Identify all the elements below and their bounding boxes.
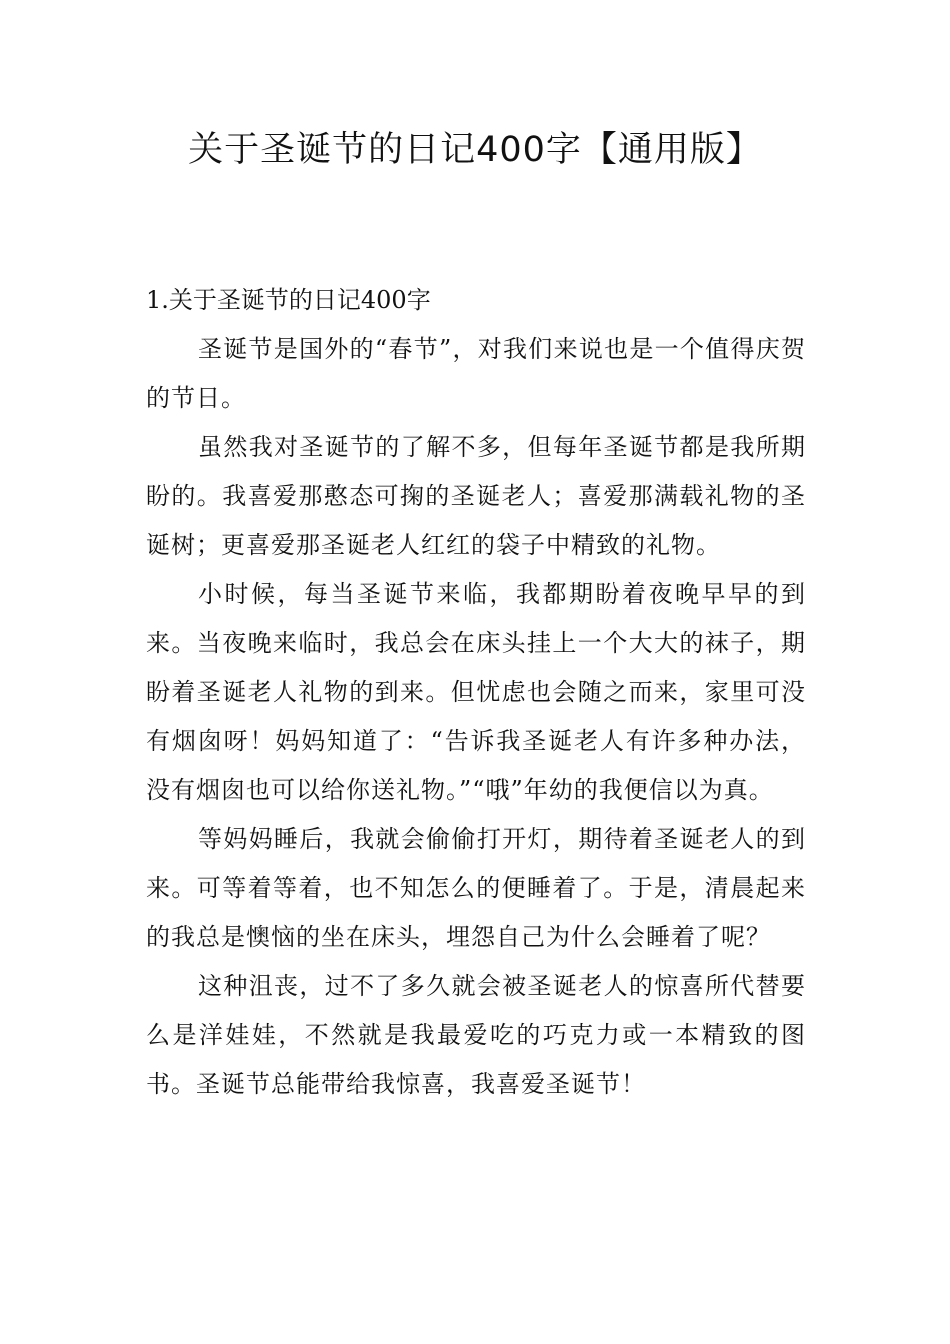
- paragraph-1: 圣诞节是国外的“春节”，对我们来说也是一个值得庆贺的节日。: [146, 335, 806, 412]
- document-title: 关于圣诞节的日记400字【通用版】: [188, 130, 762, 170]
- document-body: [146, 276, 806, 1109]
- paragraph-5: 这种沮丧，过不了多久就会被圣诞老人的惊喜所代替要么是洋娃娃，不然就是我最爱吃的巧克力或一本精致的图书。圣诞节总能带给我惊喜，我喜爱圣诞节！: [146, 972, 806, 1098]
- paragraph-4: 等妈妈睡后，我就会偷偷打开灯，期待着圣诞老人的到来。可等着等着，也不知怎么的便睡着了。于是，清晨起来的我总是懊恼的坐在床头，埋怨自己为什么会睡着了呢？: [146, 825, 806, 951]
- section-heading: 1.关于圣诞节的日记400字: [146, 286, 431, 314]
- paragraph-2: 虽然我对圣诞节的了解不多，但每年圣诞节都是我所期盼的。我喜爱那憨态可掬的圣诞老人；喜爱那满载礼物的圣诞树；更喜爱那圣诞老人红红的袋子中精致的礼物。: [146, 433, 806, 559]
- paragraph-3: 小时候，每当圣诞节来临，我都期盼着夜晚早早的到来。当夜晚来临时，我总会在床头挂上一个大大的袜子，期盼着圣诞老人礼物的到来。但忧虑也会随之而来，家里可没有烟囱呀！妈妈知道了：“告诉我圣诞老人有许多种办法，没有烟囱也可以给你送礼物。”“哦”年幼的我便信以为真。: [146, 580, 806, 804]
